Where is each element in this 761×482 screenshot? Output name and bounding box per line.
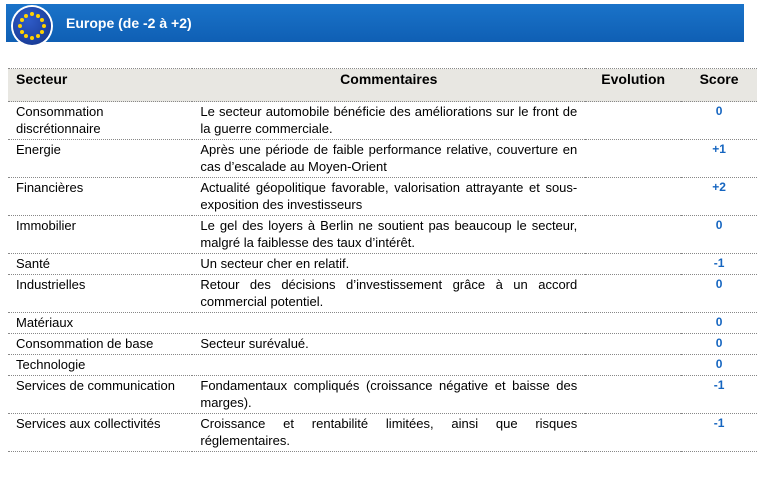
column-header-secteur: Secteur [8, 69, 192, 102]
secteur-cell: Technologie [8, 355, 192, 376]
commentaire-cell [192, 313, 585, 334]
score-cell: -1 [681, 376, 757, 414]
secteur-cell: Industrielles [8, 275, 192, 313]
score-cell: +2 [681, 178, 757, 216]
score-cell: +1 [681, 140, 757, 178]
star-icon [30, 12, 34, 16]
commentaire-cell: Le gel des loyers à Berlin ne soutient pas beaucoup le secteur, malgré la faiblesse des taux d’intérêt. [192, 216, 585, 254]
table-row [8, 414, 757, 452]
column-header-commentaires: Commentaires [192, 69, 585, 102]
table-row [8, 102, 757, 140]
table-body [8, 102, 757, 452]
commentaire-cell: Retour des décisions d’investissement grâce à un accord commercial potentiel. [192, 275, 585, 313]
score-cell: 0 [681, 216, 757, 254]
evolution-cell [585, 313, 681, 334]
secteur-cell: Financières [8, 178, 192, 216]
page-title: Europe (de -2 à +2) [66, 15, 192, 31]
secteur-cell: Consommation discrétionnaire [8, 102, 192, 140]
star-icon [40, 18, 44, 22]
star-icon [20, 18, 24, 22]
commentaire-cell: Secteur surévalué. [192, 334, 585, 355]
evolution-cell [585, 355, 681, 376]
secteur-cell: Services de communication [8, 376, 192, 414]
table-row [8, 334, 757, 355]
secteur-cell: Energie [8, 140, 192, 178]
table-row [8, 178, 757, 216]
table-row [8, 376, 757, 414]
star-icon [24, 34, 28, 38]
commentaire-cell: Actualité géopolitique favorable, valorisation attrayante et sous-exposition des investisseurs [192, 178, 585, 216]
star-icon [24, 14, 28, 18]
commentaire-cell: Le secteur automobile bénéficie des améliorations sur le front de la guerre commerciale. [192, 102, 585, 140]
sector-table [8, 68, 757, 452]
eu-flag-icon [13, 7, 51, 45]
evolution-cell [585, 275, 681, 313]
score-cell: 0 [681, 313, 757, 334]
evolution-cell [585, 178, 681, 216]
secteur-cell: Immobilier [8, 216, 192, 254]
table-row [8, 254, 757, 275]
score-cell: -1 [681, 254, 757, 275]
commentaire-cell: Croissance et rentabilité limitées, ainsi que risques réglementaires. [192, 414, 585, 452]
score-cell: 0 [681, 355, 757, 376]
secteur-cell: Santé [8, 254, 192, 275]
commentaire-cell [192, 355, 585, 376]
evolution-cell [585, 376, 681, 414]
score-cell: 0 [681, 334, 757, 355]
star-icon [30, 36, 34, 40]
table-row [8, 355, 757, 376]
score-cell: -1 [681, 414, 757, 452]
column-header-evolution: Evolution [585, 69, 681, 102]
table-row [8, 313, 757, 334]
secteur-cell: Consommation de base [8, 334, 192, 355]
commentaire-cell: Un secteur cher en relatif. [192, 254, 585, 275]
table-row [8, 216, 757, 254]
evolution-cell [585, 254, 681, 275]
evolution-cell [585, 334, 681, 355]
evolution-cell [585, 414, 681, 452]
evolution-cell [585, 216, 681, 254]
evolution-cell [585, 102, 681, 140]
table-row [8, 275, 757, 313]
star-icon [20, 30, 24, 34]
secteur-cell: Matériaux [8, 313, 192, 334]
star-icon [42, 24, 46, 28]
score-cell: 0 [681, 102, 757, 140]
title-banner [6, 4, 744, 42]
column-header-score: Score [681, 69, 757, 102]
star-icon [40, 30, 44, 34]
table-row [8, 140, 757, 178]
evolution-cell [585, 140, 681, 178]
star-icon [36, 14, 40, 18]
commentaire-cell: Après une période de faible performance relative, couverture en cas d’escalade au Moyen-Orient [192, 140, 585, 178]
table-header-row [8, 69, 757, 102]
commentaire-cell: Fondamentaux compliqués (croissance négative et baisse des marges). [192, 376, 585, 414]
star-icon [36, 34, 40, 38]
star-icon [18, 24, 22, 28]
secteur-cell: Services aux collectivités [8, 414, 192, 452]
score-cell: 0 [681, 275, 757, 313]
